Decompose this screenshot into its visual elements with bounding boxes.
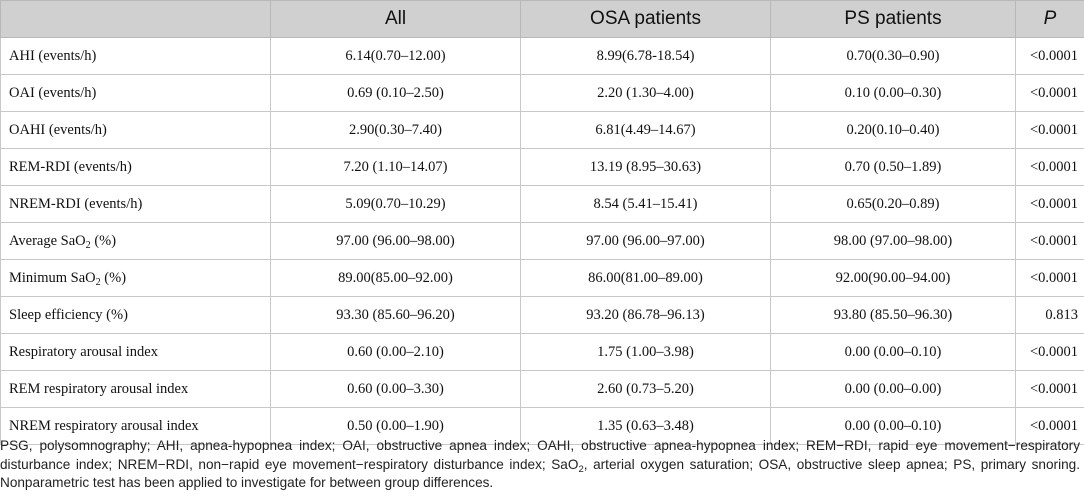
cell-ps: 0.00 (0.00–0.00) [771, 371, 1016, 408]
cell-p-value: <0.0001 [1016, 186, 1084, 223]
cell-all: 97.00 (96.00–98.00) [271, 223, 521, 260]
cell-osa: 2.60 (0.73–5.20) [521, 371, 771, 408]
table-row [1, 223, 1084, 260]
cell-ps: 98.00 (97.00–98.00) [771, 223, 1016, 260]
row-label-text: OAI (events/h) [9, 84, 97, 101]
row-label-text: Respiratory arousal index [9, 343, 158, 360]
footnote [0, 437, 1080, 493]
row-label-text: Average SaO [9, 232, 86, 249]
header-variable [1, 1, 271, 38]
header-osa-patients: OSA patients [521, 1, 771, 38]
cell-p-value: <0.0001 [1016, 408, 1084, 445]
row-label-text: NREM-RDI (events/h) [9, 195, 143, 212]
cell-all: 0.50 (0.00–1.90) [271, 408, 521, 445]
cell-ps: 0.20(0.10–0.40) [771, 112, 1016, 149]
cell-ps: 0.70 (0.50–1.89) [771, 149, 1016, 186]
cell-all: 89.00(85.00–92.00) [271, 260, 521, 297]
cell-p-value: <0.0001 [1016, 223, 1084, 260]
row-label [1, 186, 271, 223]
row-label [1, 371, 271, 408]
row-label [1, 149, 271, 186]
cell-p-value: <0.0001 [1016, 371, 1084, 408]
header-p-value: P [1016, 1, 1084, 38]
footnote-part1: PSG, polysomnography; AHI, apnea-hypopnea index; OAI, obstructive apnea index; OAHI, obstructive apnea-hypopnea index; REM−RDI, rapid eye movement−respiratory disturbance index; NREM−RDI, non−rapid eye movement−respiratory disturbance index; SaO [0, 438, 1080, 472]
cell-osa: 93.20 (86.78–96.13) [521, 297, 771, 334]
cell-p-value: <0.0001 [1016, 38, 1084, 75]
row-label-text: NREM respiratory arousal index [9, 417, 199, 434]
row-label-text: Minimum SaO [9, 269, 96, 286]
row-label-text: AHI (events/h) [9, 47, 97, 64]
row-label [1, 38, 271, 75]
cell-all: 0.60 (0.00–3.30) [271, 371, 521, 408]
cell-ps: 0.65(0.20–0.89) [771, 186, 1016, 223]
cell-osa: 13.19 (8.95–30.63) [521, 149, 771, 186]
cell-osa: 1.35 (0.63–3.48) [521, 408, 771, 445]
table-row [1, 260, 1084, 297]
table-row [1, 38, 1084, 75]
row-label [1, 334, 271, 371]
row-label-text: REM respiratory arousal index [9, 380, 189, 397]
row-label [1, 112, 271, 149]
table-row [1, 112, 1084, 149]
footnote-part2: , arterial oxygen saturation; OSA, obstructive sleep apnea; PS, primary snoring. Nonparametric test has been applied to investigate for between group differences. [0, 456, 1080, 490]
cell-osa: 8.54 (5.41–15.41) [521, 186, 771, 223]
cell-ps: 0.10 (0.00–0.30) [771, 75, 1016, 112]
cell-p-value: <0.0001 [1016, 334, 1084, 371]
cell-all: 93.30 (85.60–96.20) [271, 297, 521, 334]
row-label-subscript: 2 [85, 239, 91, 251]
cell-all: 0.60 (0.00–2.10) [271, 334, 521, 371]
cell-p-value: <0.0001 [1016, 75, 1084, 112]
cell-p-value: <0.0001 [1016, 112, 1084, 149]
cell-ps: 93.80 (85.50–96.30) [771, 297, 1016, 334]
cell-all: 0.69 (0.10–2.50) [271, 75, 521, 112]
row-label-text: Sleep efficiency (%) [9, 306, 128, 323]
table-row [1, 75, 1084, 112]
row-label [1, 260, 271, 297]
cell-all: 7.20 (1.10–14.07) [271, 149, 521, 186]
row-label-text: OAHI (events/h) [9, 121, 107, 138]
cell-p-value: 0.813 [1016, 297, 1084, 334]
cell-p-value: <0.0001 [1016, 149, 1084, 186]
table-row [1, 186, 1084, 223]
row-label [1, 297, 271, 334]
table-row [1, 297, 1084, 334]
cell-all: 6.14(0.70–12.00) [271, 38, 521, 75]
row-label-suffix: (%) [90, 232, 117, 249]
row-label-subscript: 2 [95, 276, 101, 288]
cell-osa: 97.00 (96.00–97.00) [521, 223, 771, 260]
table-row [1, 334, 1084, 371]
row-label [1, 75, 271, 112]
cell-osa: 2.20 (1.30–4.00) [521, 75, 771, 112]
cell-all: 2.90(0.30–7.40) [271, 112, 521, 149]
header-ps-patients: PS patients [771, 1, 1016, 38]
cell-osa: 86.00(81.00–89.00) [521, 260, 771, 297]
cell-ps: 0.70(0.30–0.90) [771, 38, 1016, 75]
cell-p-value: <0.0001 [1016, 260, 1084, 297]
cell-ps: 92.00(90.00–94.00) [771, 260, 1016, 297]
row-label-text: REM-RDI (events/h) [9, 158, 132, 175]
row-label-suffix: (%) [100, 269, 127, 286]
header-all: All [271, 1, 521, 38]
cell-osa: 1.75 (1.00–3.98) [521, 334, 771, 371]
cell-osa: 8.99(6.78-18.54) [521, 38, 771, 75]
cell-osa: 6.81(4.49–14.67) [521, 112, 771, 149]
table-row [1, 149, 1084, 186]
table-body [1, 38, 1084, 445]
header-row [1, 1, 1084, 38]
row-label [1, 223, 271, 260]
table-row [1, 371, 1084, 408]
cell-ps: 0.00 (0.00–0.10) [771, 334, 1016, 371]
cell-all: 5.09(0.70–10.29) [271, 186, 521, 223]
footnote-subscript: 2 [578, 463, 584, 475]
cell-ps: 0.00 (0.00–0.10) [771, 408, 1016, 445]
